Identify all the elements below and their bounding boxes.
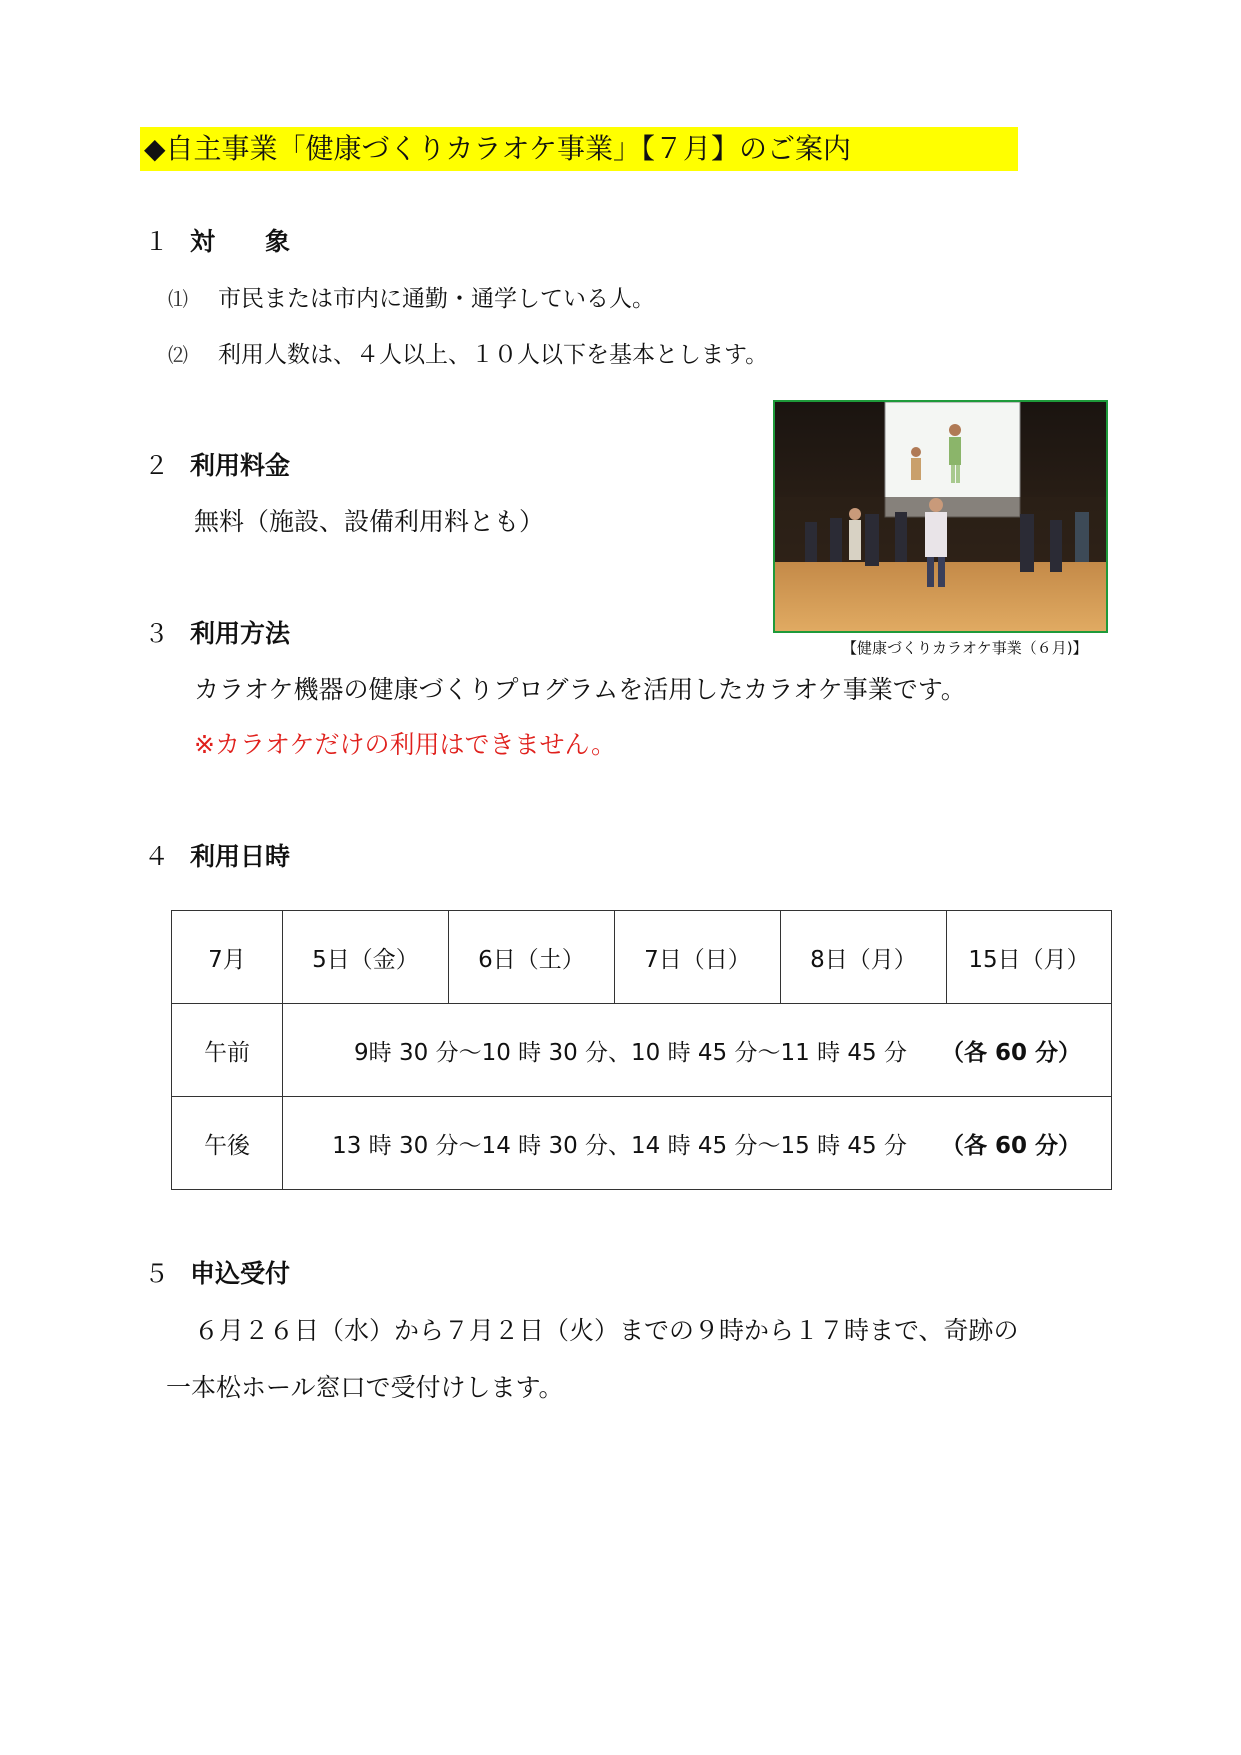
time-slots bbox=[283, 1097, 1112, 1190]
time-range: 13 時 30 分～14 時 30 分、14 時 45 分～15 時 45 分 bbox=[332, 1132, 907, 1159]
month-cell: 7月 bbox=[172, 911, 283, 1004]
item-text: 利用人数は、４人以上、１０人以下を基本とします。 bbox=[218, 342, 769, 368]
section-5-title: 申込受付 bbox=[190, 1259, 291, 1288]
date-cell: 15日（月） bbox=[947, 911, 1112, 1004]
table-row bbox=[172, 1097, 1112, 1190]
time-range: 9時 30 分～10 時 30 分、10 時 45 分～11 時 45 分 bbox=[354, 1039, 907, 1066]
section-4-heading bbox=[144, 840, 290, 874]
time-slots bbox=[283, 1004, 1112, 1097]
section-2-heading bbox=[144, 449, 290, 483]
section-1-number: １ bbox=[144, 227, 170, 256]
section-2-title: 利用料金 bbox=[190, 451, 291, 480]
section-1-item-2 bbox=[168, 338, 768, 372]
date-cell: 5日（金） bbox=[283, 911, 449, 1004]
section-3-number: ３ bbox=[144, 619, 170, 648]
table-header-row bbox=[172, 911, 1112, 1004]
application-text-line-1: ６月２６日（水）から７月２日（火）までの９時から１７時まで、奇跡の bbox=[194, 1316, 1019, 1345]
section-3-heading bbox=[144, 617, 290, 651]
section-5-heading bbox=[144, 1257, 290, 1291]
karaoke-event-image bbox=[775, 402, 1106, 631]
section-5-number: ５ bbox=[144, 1259, 170, 1288]
table-row bbox=[172, 1004, 1112, 1097]
item-index: ⑴ bbox=[168, 287, 188, 311]
item-text: 市民または市内に通勤・通学している人。 bbox=[218, 286, 655, 312]
photo-caption: 【健康づくりカラオケ事業（６月)】 bbox=[842, 639, 1088, 657]
section-1-item-1 bbox=[168, 282, 655, 316]
method-text: カラオケ機器の健康づくりプログラムを活用したカラオケ事業です。 bbox=[194, 675, 966, 704]
duration-note: （各 60 分） bbox=[940, 1132, 1081, 1159]
fee-text: 無料（施設、設備利用料とも） bbox=[194, 507, 545, 536]
schedule-table bbox=[171, 910, 1112, 1190]
page-title: ◆自主事業「健康づくりカラオケ事業」【７月】のご案内 bbox=[140, 127, 1018, 171]
section-4-title: 利用日時 bbox=[190, 842, 291, 871]
section-3-title: 利用方法 bbox=[190, 619, 291, 648]
duration-note: （各 60 分） bbox=[940, 1039, 1081, 1066]
section-2-number: ２ bbox=[144, 451, 170, 480]
section-1-heading bbox=[144, 225, 290, 259]
section-1-title: 対 象 bbox=[190, 227, 291, 256]
item-index: ⑵ bbox=[168, 343, 188, 367]
method-note: ※カラオケだけの利用はできません。 bbox=[194, 730, 616, 759]
date-cell: 8日（月） bbox=[781, 911, 947, 1004]
date-cell: 6日（土） bbox=[449, 911, 615, 1004]
date-cell: 7日（日） bbox=[615, 911, 781, 1004]
period-label: 午前 bbox=[172, 1004, 283, 1097]
application-text-line-2: 一本松ホール窓口で受付けします。 bbox=[166, 1373, 564, 1402]
section-4-number: ４ bbox=[144, 842, 170, 871]
event-photo bbox=[773, 400, 1108, 633]
period-label: 午後 bbox=[172, 1097, 283, 1190]
